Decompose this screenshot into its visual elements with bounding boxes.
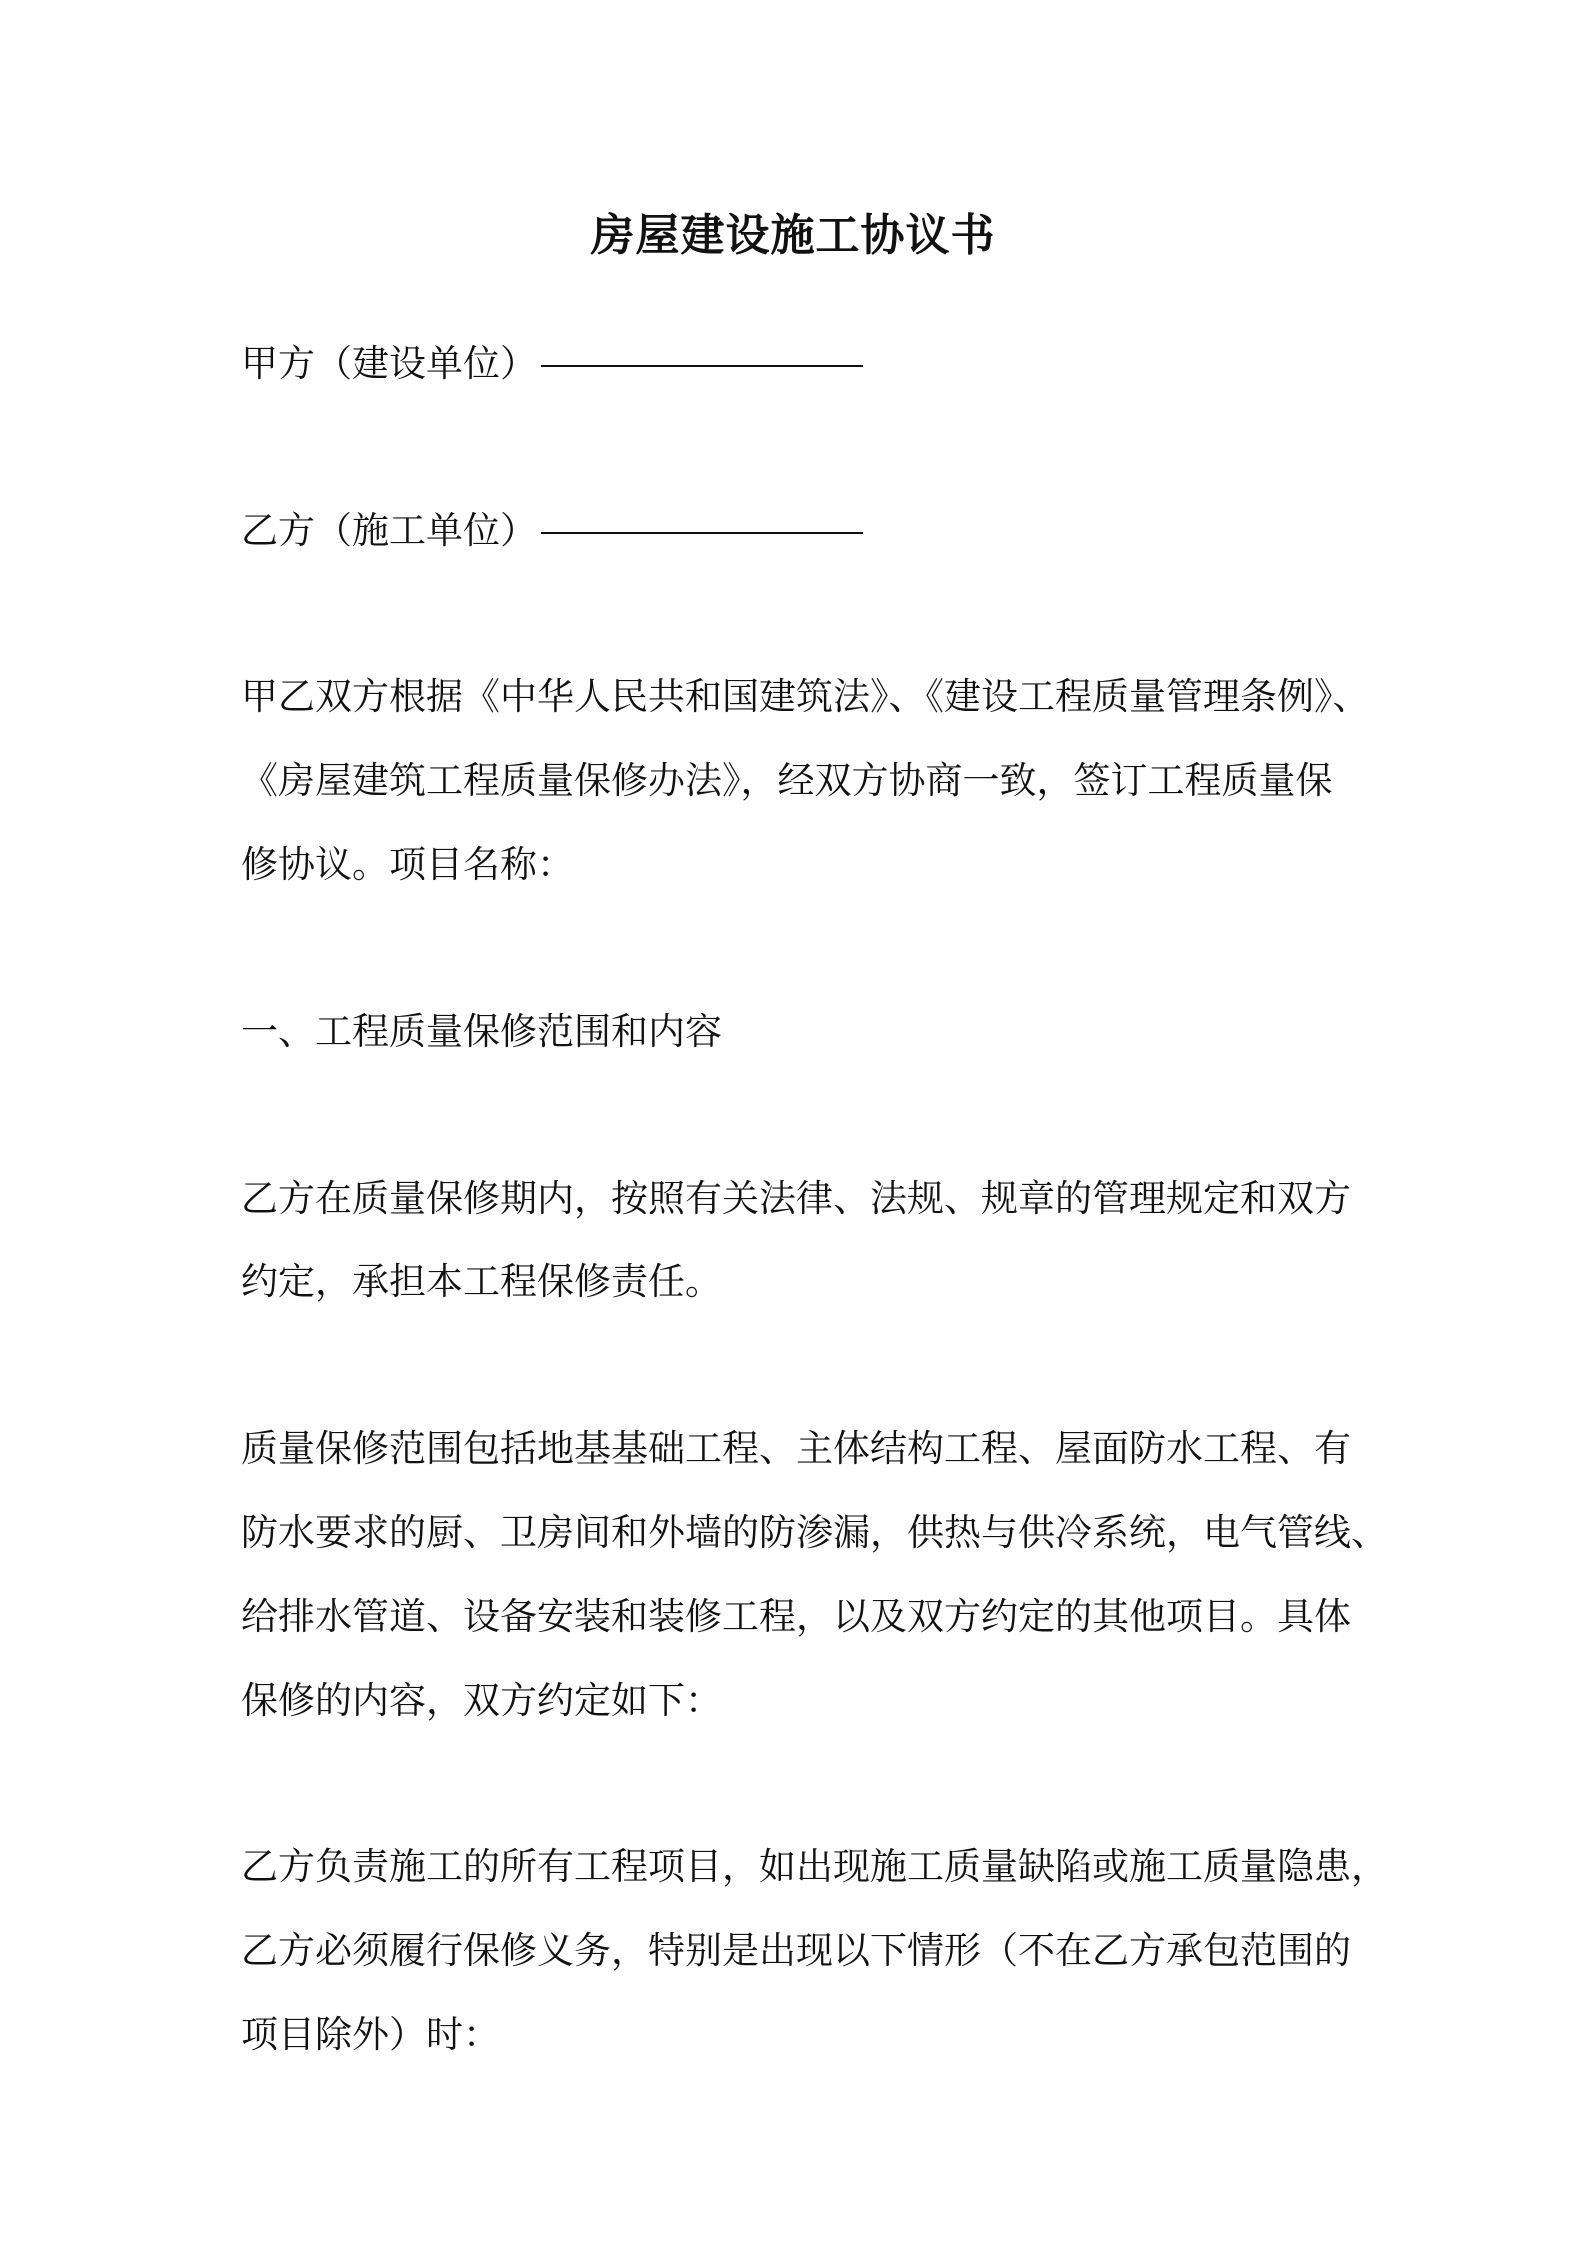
para-3-line-2: 乙方必须履行保修义务，特别是出现以下情形（不在乙方承包范围的 bbox=[241, 1929, 1351, 1972]
intro-line-3: 修协议。项目名称： bbox=[241, 843, 574, 886]
party-a-blank bbox=[541, 365, 863, 367]
para-2-line-3: 给排水管道、设备安装和装修工程，以及双方约定的其他项目。具体 bbox=[241, 1595, 1351, 1638]
section-1-heading: 一、工程质量保修范围和内容 bbox=[241, 1010, 722, 1053]
para-3-line-3: 项目除外）时： bbox=[241, 2013, 500, 2056]
intro-line-1: 甲乙双方根据《中华人民共和国建筑法》、《建设工程质量管理条例》、 bbox=[241, 675, 1370, 718]
party-a-line bbox=[241, 340, 863, 388]
para-1-line-1: 乙方在质量保修期内，按照有关法律、法规、规章的管理规定和双方 bbox=[241, 1177, 1351, 1220]
document-title: 房屋建设施工协议书 bbox=[590, 210, 996, 261]
para-1-line-2: 约定，承担本工程保修责任。 bbox=[241, 1260, 722, 1303]
party-a-label: 甲方（建设单位） bbox=[241, 342, 537, 385]
party-b-label: 乙方（施工单位） bbox=[241, 509, 537, 552]
party-b-blank bbox=[541, 532, 863, 534]
para-2-line-1: 质量保修范围包括地基基础工程、主体结构工程、屋面防水工程、有 bbox=[241, 1427, 1351, 1470]
para-2-line-2: 防水要求的厨、卫房间和外墙的防渗漏，供热与供冷系统，电气管线、 bbox=[241, 1511, 1388, 1554]
para-3-line-1: 乙方负责施工的所有工程项目，如出现施工质量缺陷或施工质量隐患， bbox=[241, 1845, 1388, 1888]
intro-line-2: 《房屋建筑工程质量保修办法》，经双方协商一致，签订工程质量保 bbox=[241, 759, 1333, 802]
party-b-line bbox=[241, 507, 863, 555]
para-2-line-4: 保修的内容，双方约定如下： bbox=[241, 1679, 722, 1722]
